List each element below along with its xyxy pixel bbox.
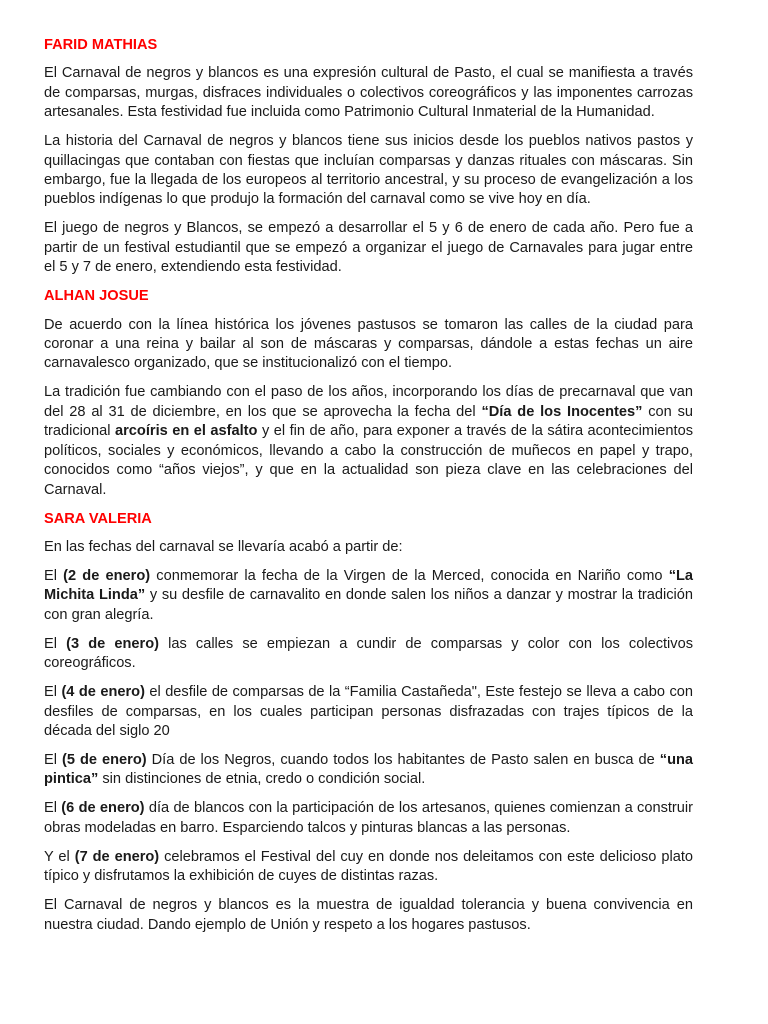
section-sara-valeria: [44, 510, 693, 935]
text-run: La tradición fue cambiando con el paso de los años, incorporando los días de precarnaval que van del 28 al 31 de diciembre, en los que se aprovecha la fecha del: [44, 384, 693, 420]
paragraph: [44, 683, 693, 741]
bold-text: (2 de enero): [63, 567, 151, 584]
text-run: con su tradicional: [44, 403, 693, 440]
bold-text: (7 de enero): [74, 848, 160, 865]
text-run: Día de los Negros, cuando todos los habitantes de Pasto salen en busca de: [146, 751, 660, 768]
text-run: El: [44, 684, 62, 701]
bold-text: “una pintica”: [44, 751, 694, 788]
text-run: celebramos el Festival del cuy en donde nos deleitamos con este delicioso plato típico y disfrutamos la exhibición de cuyes de distintas razas.: [44, 848, 693, 885]
paragraph: [44, 751, 693, 790]
paragraph: [44, 635, 693, 674]
text-run: y el fin de año, para exponer a través de la sátira acontecimientos políticos, sociales y económicos, llevando a cabo la construcción de muñecos en papel y trapo, conocidos como “años viejos”, y que en la actualidad son pieza clave en las celebraciones del Carnaval.: [44, 423, 694, 498]
paragraph: [44, 383, 693, 499]
text-run: El: [44, 800, 62, 817]
text-run: y su desfile de carnavalito en donde salen los niños a danzar y mostrar la tradición con gran alegría.: [44, 587, 693, 623]
section-alhan-josue: [44, 287, 693, 500]
text-run: En las fechas del carnaval se llevaría acabó a partir de:: [44, 538, 403, 555]
paragraph: [44, 219, 693, 277]
section-heading: FARID MATHIAS: [44, 37, 158, 53]
paragraph: [44, 132, 693, 210]
text-run: El Carnaval de negros y blancos es una expresión cultural de Pasto, el cual se manifiesta a través de comparsas, murgas, disfraces individuales o colectivos coreográficos y las imponentes carrozas artesanales. Esta festividad fue incluida como Patrimonio Cultural Inmaterial de la Humanidad.: [44, 65, 693, 121]
text-run: El Carnaval de negros y blancos es la muestra de igualdad tolerancia y buena convivencia en nuestra ciudad. Dando ejemplo de Unión y respeto a los hogares pastusos.: [44, 897, 693, 933]
paragraph: [44, 567, 693, 625]
section-heading: ALHAN JOSUE: [44, 288, 149, 305]
paragraph: [44, 799, 693, 838]
bold-text: “La Michita Linda”: [44, 567, 694, 604]
text-run: sin distinciones de etnia, credo o condición social.: [98, 771, 426, 788]
paragraph: [44, 64, 693, 122]
paragraph: [44, 848, 693, 887]
text-run: día de blancos con la participación de los artesanos, quienes comienzan a construir obras modeladas en barro. Esparciendo talcos y pinturas blancas a las personas.: [44, 800, 694, 836]
bold-text: (5 de enero): [61, 751, 147, 768]
text-run: las calles se empiezan a cundir de comparsas y color con los colectivos coreográficos.: [44, 635, 694, 672]
text-run: La historia del Carnaval de negros y blancos tiene sus inicios desde los pueblos nativos pastos y quillacingas que contaban con fiestas que incluían comparsas y danzas rituales con máscaras. Sin embargo, fue la llegada de los europeos al territorio ancestral, y su proceso de evangelización a los pueblos indígenas lo que produjo la formación del carnaval como se vive hoy en día.: [44, 133, 693, 208]
bold-text: arcoíris en el asfalto: [115, 423, 258, 440]
paragraph: [44, 316, 693, 374]
text-run: El: [44, 751, 62, 768]
paragraph: [44, 896, 693, 935]
bold-text: (6 de enero): [61, 800, 145, 817]
text-run: el desfile de comparsas de la “Familia Castañeda", Este festejo se lleva a cabo con desfiles de comparsas, en los cuales participan personas disfrazadas con trajes típicos de la década del siglo 20: [44, 684, 694, 739]
text-run: Y el: [44, 848, 75, 865]
text-run: El: [44, 567, 64, 584]
text-run: El juego de negros y Blancos, se empezó a desarrollar el 5 y 6 de enero de cada año. Pero fue a partir de un festival estudiantil que se empezó a organizar el juego de Carnavales para jugar entre el 5 y 7 de enero, extendiendo esta festividad.: [44, 220, 693, 276]
bold-text: (3 de enero): [66, 635, 159, 652]
paragraph: [44, 538, 693, 557]
text-run: De acuerdo con la línea histórica los jóvenes pastusos se tomaron las calles de la ciudad para coronar a una reina y bailar al son de máscaras y comparsas, dándole a estas fechas un aire carnavalesco organizado, que se institucionalizó con el tiempo.: [44, 316, 693, 372]
section-farid-mathias: [44, 36, 693, 278]
bold-text: (4 de enero): [61, 684, 145, 701]
text-run: conmemorar la fecha de la Virgen de la Merced, conocida en Nariño como: [150, 567, 669, 584]
section-heading: SARA VALERIA: [44, 510, 152, 527]
bold-text: “Día de los Inocentes”: [481, 403, 643, 420]
text-run: El: [44, 635, 67, 652]
